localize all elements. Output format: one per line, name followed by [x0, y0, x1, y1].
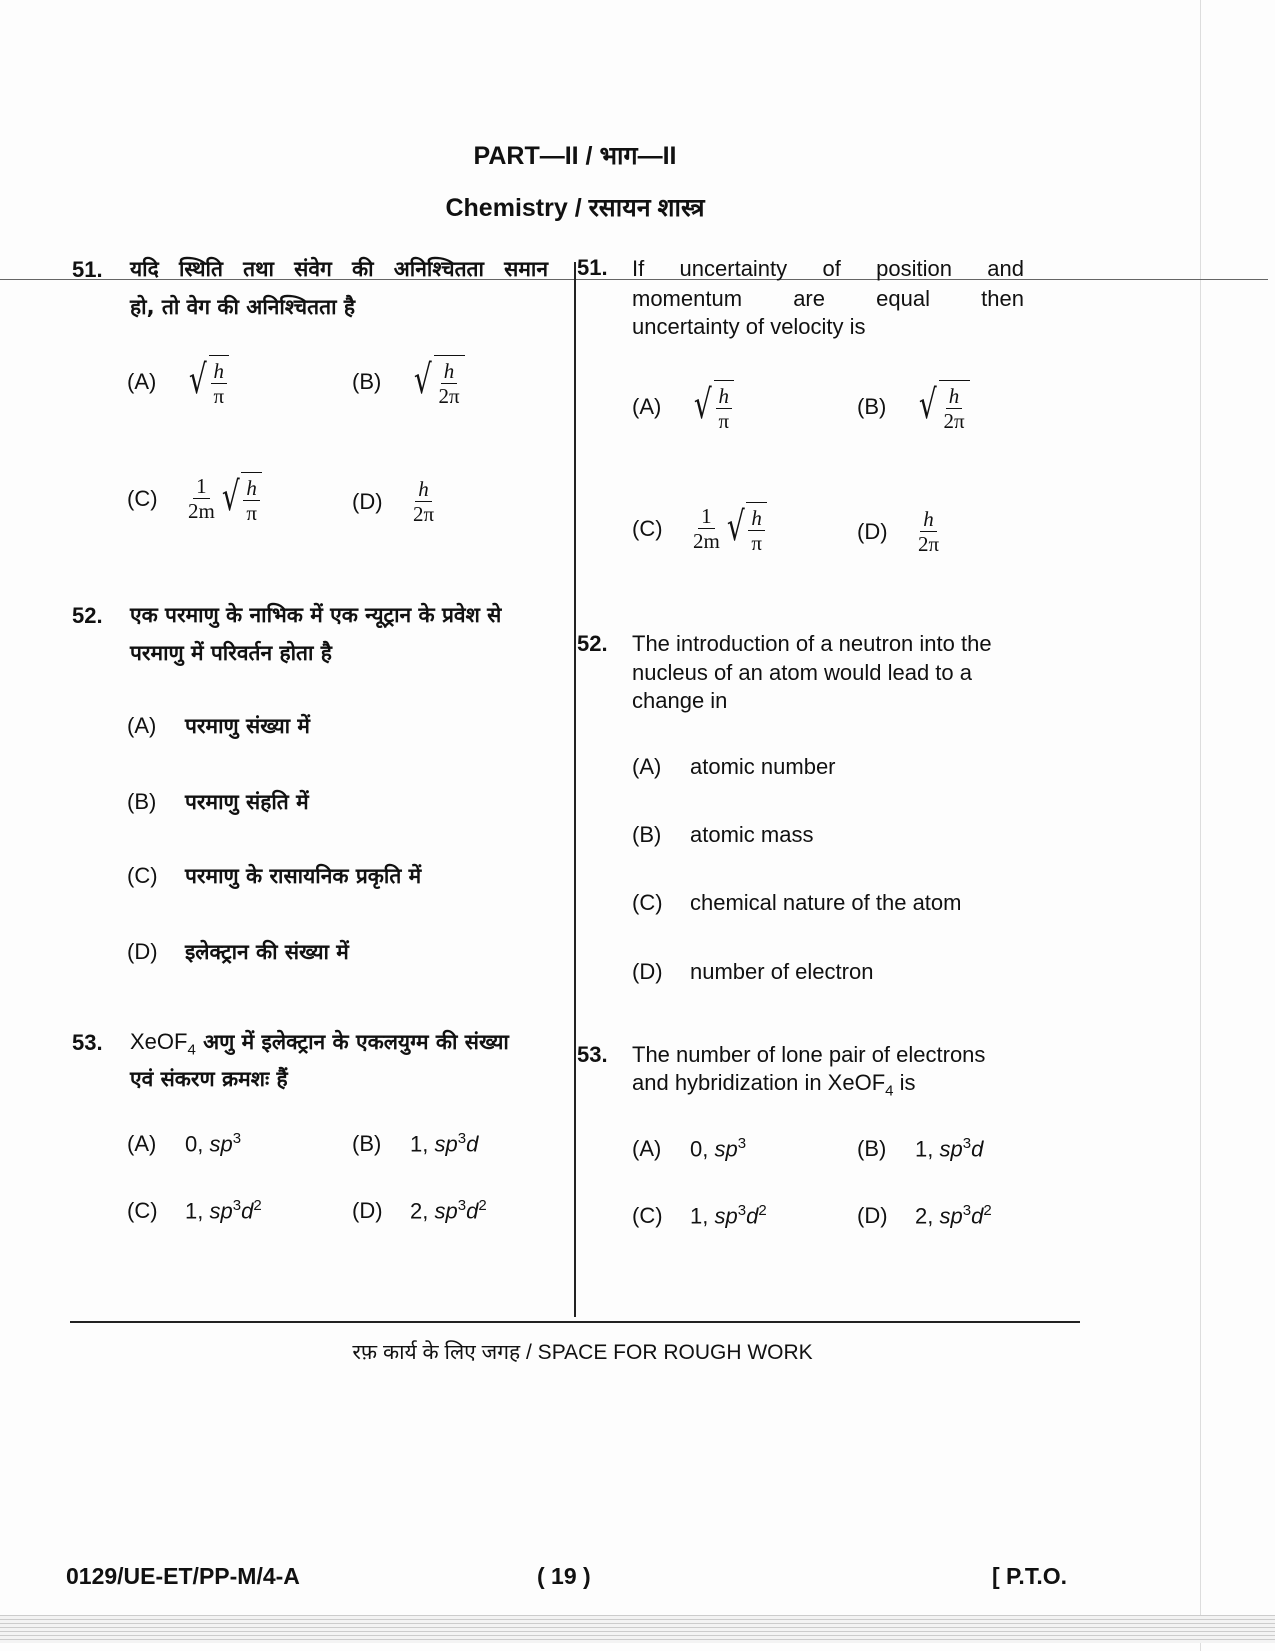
option-value: 1, $sp^3d$ — [915, 1135, 984, 1162]
q53-option-c-hi — [127, 1197, 262, 1224]
q53-option-a-hi — [127, 1130, 241, 1157]
q52-option-d-en — [632, 959, 873, 985]
option-label: (B) — [632, 822, 662, 847]
option-value: 2, $sp^3d^2$ — [410, 1197, 487, 1224]
q52-english-line3: change in — [632, 688, 728, 713]
q53-option-d-en — [857, 1202, 992, 1229]
q53-number-en: 53. — [577, 1042, 608, 1067]
q52-option-b-hi — [127, 788, 309, 816]
q52-english-line2: nucleus of an atom would lead to a — [632, 660, 973, 685]
q51-number-hi: 51. — [72, 257, 103, 282]
option-label: (D) — [632, 959, 663, 984]
q51-number-en: 51. — [577, 255, 608, 280]
option-label: (D) — [857, 1202, 888, 1228]
q53-option-a-en — [632, 1135, 746, 1162]
option-label: (C) — [632, 1202, 663, 1228]
option-text: atomic number — [690, 754, 836, 779]
sqrt-h-over-pi: √ $\frac{h}{\pi}$ — [690, 380, 734, 433]
h-over-2pi: $\frac{h}{2\pi}$ — [413, 477, 435, 526]
q52-option-b-en — [632, 822, 813, 848]
subject-heading: Chemistry / रसायन शास्त्र — [445, 194, 705, 222]
q51-english-line3: uncertainty of velocity is — [632, 314, 866, 339]
option-value: 0, $sp^3$ — [185, 1130, 242, 1157]
sqrt-h-over-pi: √ $\frac{h}{\pi}$ — [185, 355, 229, 408]
option-label: (D) — [352, 488, 383, 514]
q52-hindi-line2: परमाणु में परिवर्तन होता है — [130, 641, 332, 665]
part-heading: PART—II / भाग—II — [473, 142, 677, 170]
q51-hindi-line1: यदि स्थिति तथा संवेग की अनिश्चितता समान — [130, 257, 548, 281]
one-over-2m-sqrt: $\frac{1}{2m}$ √ $\frac{h}{\pi}$ — [690, 502, 767, 555]
option-label: (B) — [352, 1130, 382, 1156]
option-label: (C) — [127, 485, 158, 511]
option-label: (A) — [127, 368, 157, 394]
q53-option-b-en — [857, 1135, 983, 1162]
option-label: (D) — [857, 518, 888, 544]
sqrt-h-over-2pi: √ $\frac{h}{2\pi}$ — [915, 380, 970, 433]
option-label: (A) — [127, 713, 157, 738]
q51-option-d-hi — [352, 477, 437, 526]
page-number: ( 19 ) — [537, 1563, 591, 1589]
paper-code: 0129/UE-ET/PP-M/4-A — [66, 1563, 300, 1589]
option-label: (C) — [127, 863, 158, 888]
option-value: 2, $sp^3d^2$ — [915, 1202, 992, 1229]
option-text: number of electron — [690, 959, 874, 984]
option-label: (B) — [352, 368, 382, 394]
sqrt-h-over-2pi: √ $\frac{h}{2\pi}$ — [410, 355, 465, 408]
q53-number-hi: 53. — [72, 1030, 103, 1055]
option-text: atomic mass — [690, 822, 814, 847]
q53-option-d-hi — [352, 1197, 487, 1224]
q51-english-line1: If uncertainty of position and — [632, 256, 1024, 281]
q52-option-c-en — [632, 890, 961, 916]
q51-option-b-hi — [352, 355, 465, 408]
q52-english-line1: The introduction of a neutron into the — [632, 631, 992, 656]
q52-number-en: 52. — [577, 631, 608, 656]
option-label: (A) — [632, 1135, 662, 1161]
q52-hindi-line1: एक परमाणु के नाभिक में एक न्यूट्रान के प्रवेश से — [130, 603, 502, 627]
q53-option-b-hi — [352, 1130, 478, 1157]
q51-option-a-en — [632, 380, 734, 433]
option-label: (B) — [127, 789, 157, 814]
rough-work-label: रफ़ कार्य के लिए जगह / SPACE FOR ROUGH WORK — [352, 1341, 813, 1364]
one-over-2m-sqrt: $\frac{1}{2m}$ √ $\frac{h}{\pi}$ — [185, 472, 262, 525]
q52-option-c-hi — [127, 862, 421, 890]
q53-hindi-line2: एवं संकरण क्रमशः हैं — [130, 1067, 288, 1091]
option-label: (A) — [127, 1130, 157, 1156]
q52-number-hi: 52. — [72, 603, 103, 628]
q52-option-a-hi — [127, 712, 310, 740]
scan-edge — [1200, 0, 1201, 1651]
option-label: (C) — [632, 890, 663, 915]
option-value: 1, $sp^3d$ — [410, 1130, 479, 1157]
q51-option-a-hi — [127, 355, 229, 408]
option-text: chemical nature of the atom — [690, 890, 962, 915]
column-divider — [574, 262, 576, 1317]
option-text: परमाणु के रासायनिक प्रकृति में — [185, 864, 422, 888]
q51-option-c-hi — [127, 472, 262, 525]
h-over-2pi: $\frac{h}{2\pi}$ — [918, 507, 940, 556]
q52-option-d-hi — [127, 938, 349, 966]
option-text: परमाणु संख्या में — [185, 714, 310, 738]
q51-english-line2: momentum are equal then — [632, 286, 1024, 311]
option-text: इलेक्ट्रान की संख्या में — [185, 940, 349, 964]
q53-hindi-line1: XeOF$_4$ अणु में इलेक्ट्रान के एकलयुग्म की संख्या — [130, 1029, 509, 1059]
bottom-rule — [70, 1321, 1080, 1323]
option-label: (D) — [352, 1197, 383, 1223]
option-text: परमाणु संहति में — [185, 790, 309, 814]
option-value: 0, $sp^3$ — [690, 1135, 747, 1162]
option-label: (A) — [632, 393, 662, 419]
q53-english-line1: The number of lone pair of electrons — [632, 1042, 986, 1067]
q51-option-c-en — [632, 502, 767, 555]
pto-label: [ P.T.O. — [992, 1563, 1067, 1589]
q53-english-line2: and hybridization in XeOF$_4$ is — [632, 1070, 916, 1100]
option-value: 1, $sp^3d^2$ — [690, 1202, 767, 1229]
option-label: (D) — [127, 939, 158, 964]
scan-artifact — [0, 1615, 1275, 1643]
option-label: (B) — [857, 1135, 887, 1161]
option-label: (C) — [127, 1197, 158, 1223]
q53-option-c-en — [632, 1202, 767, 1229]
q51-option-d-en — [857, 507, 942, 556]
q51-option-b-en — [857, 380, 970, 433]
option-label: (B) — [857, 393, 887, 419]
q51-hindi-line2: हो, तो वेग की अनिश्चितता है — [130, 295, 355, 319]
option-label: (A) — [632, 754, 662, 779]
option-value: 1, $sp^3d^2$ — [185, 1197, 262, 1224]
option-label: (C) — [632, 515, 663, 541]
q52-option-a-en — [632, 754, 836, 780]
